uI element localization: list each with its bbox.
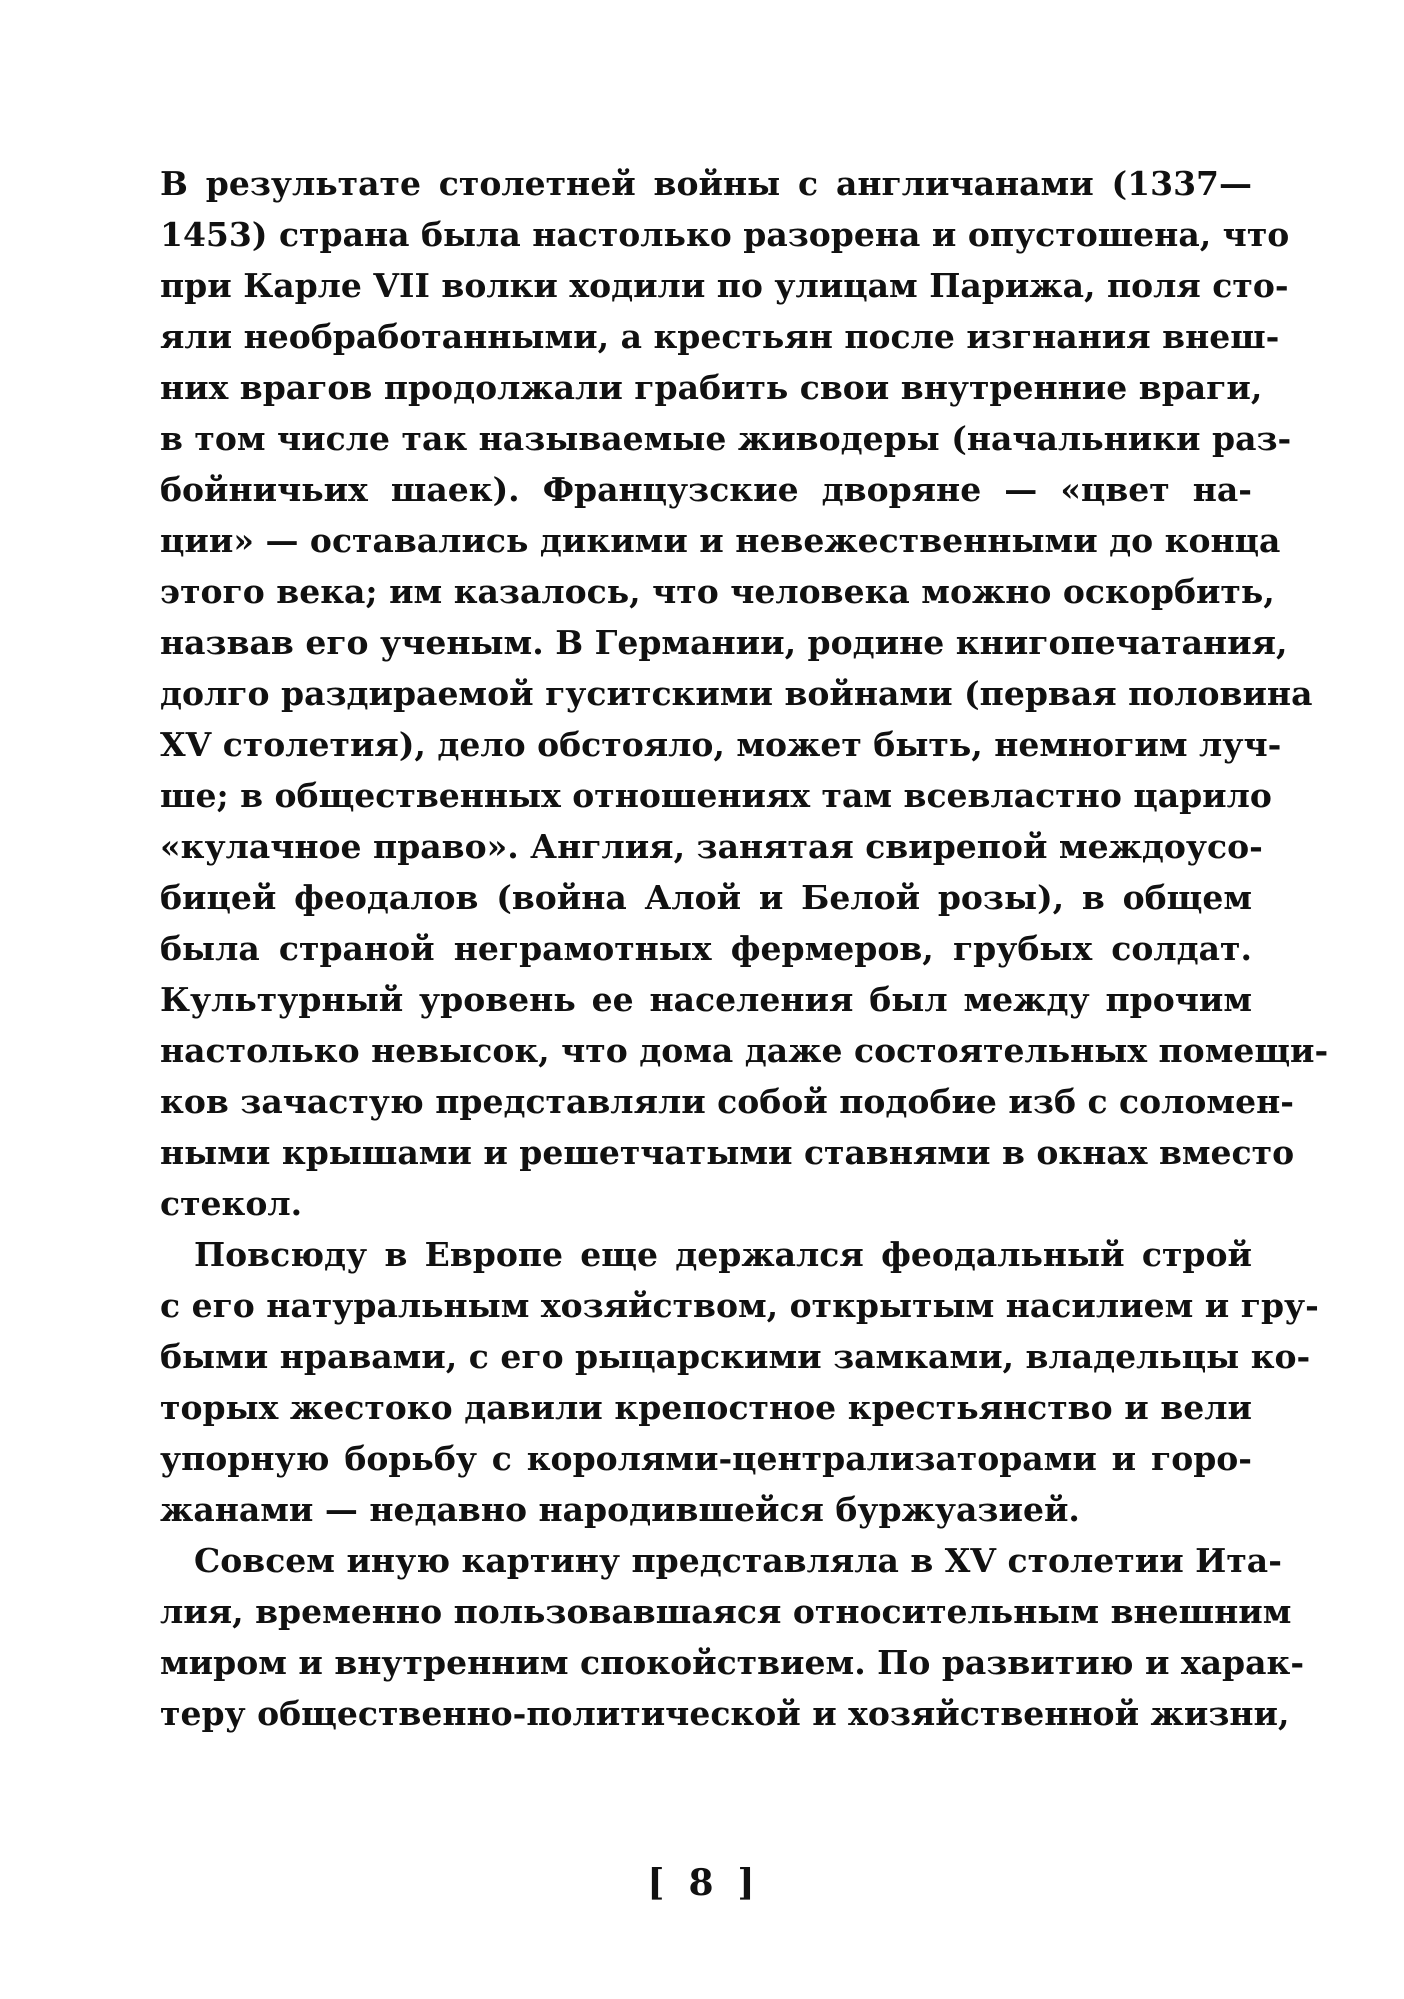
text-line: лия, временно пользовавшаяся относительным внешним: [160, 1592, 1292, 1631]
text-line: стекол.: [160, 1184, 303, 1223]
body-text: [160, 158, 1329, 1739]
text-line: них врагов продолжали грабить свои внутренние враги,: [160, 368, 1263, 407]
text-line: XV столетия), дело обстояло, может быть, немногим луч-: [160, 725, 1282, 764]
page-number: [0, 1862, 1404, 1904]
text-line: ков зачастую представляли собой подобие изб с соломен-: [160, 1082, 1294, 1121]
text-line: 1453) страна была настолько разорена и опустошена, что: [160, 215, 1290, 254]
text-line: «кулачное право». Англия, занятая свирепой междоусо-: [160, 827, 1263, 866]
text-line: В результате столетней войны с англичанами (1337—: [160, 164, 1252, 203]
text-line: торых жестоко давили крепостное крестьянство и вели: [160, 1388, 1252, 1427]
text-line: была страной неграмотных фермеров, грубых солдат.: [160, 929, 1252, 968]
page-number-close-bracket: ]: [737, 1862, 757, 1904]
text-line: долго раздираемой гуситскими войнами (первая половина: [160, 674, 1313, 713]
text-line: миром и внутренним спокойствием. По развитию и харак-: [160, 1643, 1305, 1682]
paragraph-2: [160, 1229, 1319, 1535]
text-line: Культурный уровень ее населения был между прочим: [160, 980, 1252, 1019]
paragraph-1: [160, 158, 1329, 1229]
paragraph-3: [160, 1535, 1305, 1739]
text-line: назвав его ученым. В Германии, родине книгопечатания,: [160, 623, 1288, 662]
text-line: с его натуральным хозяйством, открытым насилием и гру-: [160, 1286, 1319, 1325]
text-line: ше; в общественных отношениях там всевластно царило: [160, 776, 1272, 815]
text-line: при Карле VII волки ходили по улицам Парижа, поля сто-: [160, 266, 1289, 305]
text-line: Совсем иную картину представляла в XV столетии Ита-: [194, 1541, 1282, 1580]
text-line: Повсюду в Европе еще держался феодальный строй: [194, 1235, 1252, 1274]
text-line: бойничьих шаек). Французские дворяне — «цвет на-: [160, 470, 1252, 509]
text-line: упорную борьбу с королями-централизаторами и горо-: [160, 1439, 1252, 1478]
page-number-value: 8: [688, 1862, 716, 1904]
text-line: жанами — недавно народившейся буржуазией.: [160, 1490, 1080, 1529]
text-line: бицей феодалов (война Алой и Белой розы), в общем: [160, 878, 1252, 917]
page-number-open-bracket: [: [647, 1862, 667, 1904]
text-line: теру общественно-политической и хозяйственной жизни,: [160, 1694, 1290, 1733]
text-line: яли необработанными, а крестьян после изгнания внеш-: [160, 317, 1280, 356]
text-line: настолько невысок, что дома даже состоятельных помещи-: [160, 1031, 1329, 1070]
text-line: ными крышами и решетчатыми ставнями в окнах вместо: [160, 1133, 1295, 1172]
text-line: этого века; им казалось, что человека можно оскорбить,: [160, 572, 1275, 611]
text-line: ции» — оставались дикими и невежественными до конца: [160, 521, 1281, 560]
text-line: быми нравами, с его рыцарскими замками, владельцы ко-: [160, 1337, 1311, 1376]
text-line: в том числе так называемые живодеры (начальники раз-: [160, 419, 1292, 458]
